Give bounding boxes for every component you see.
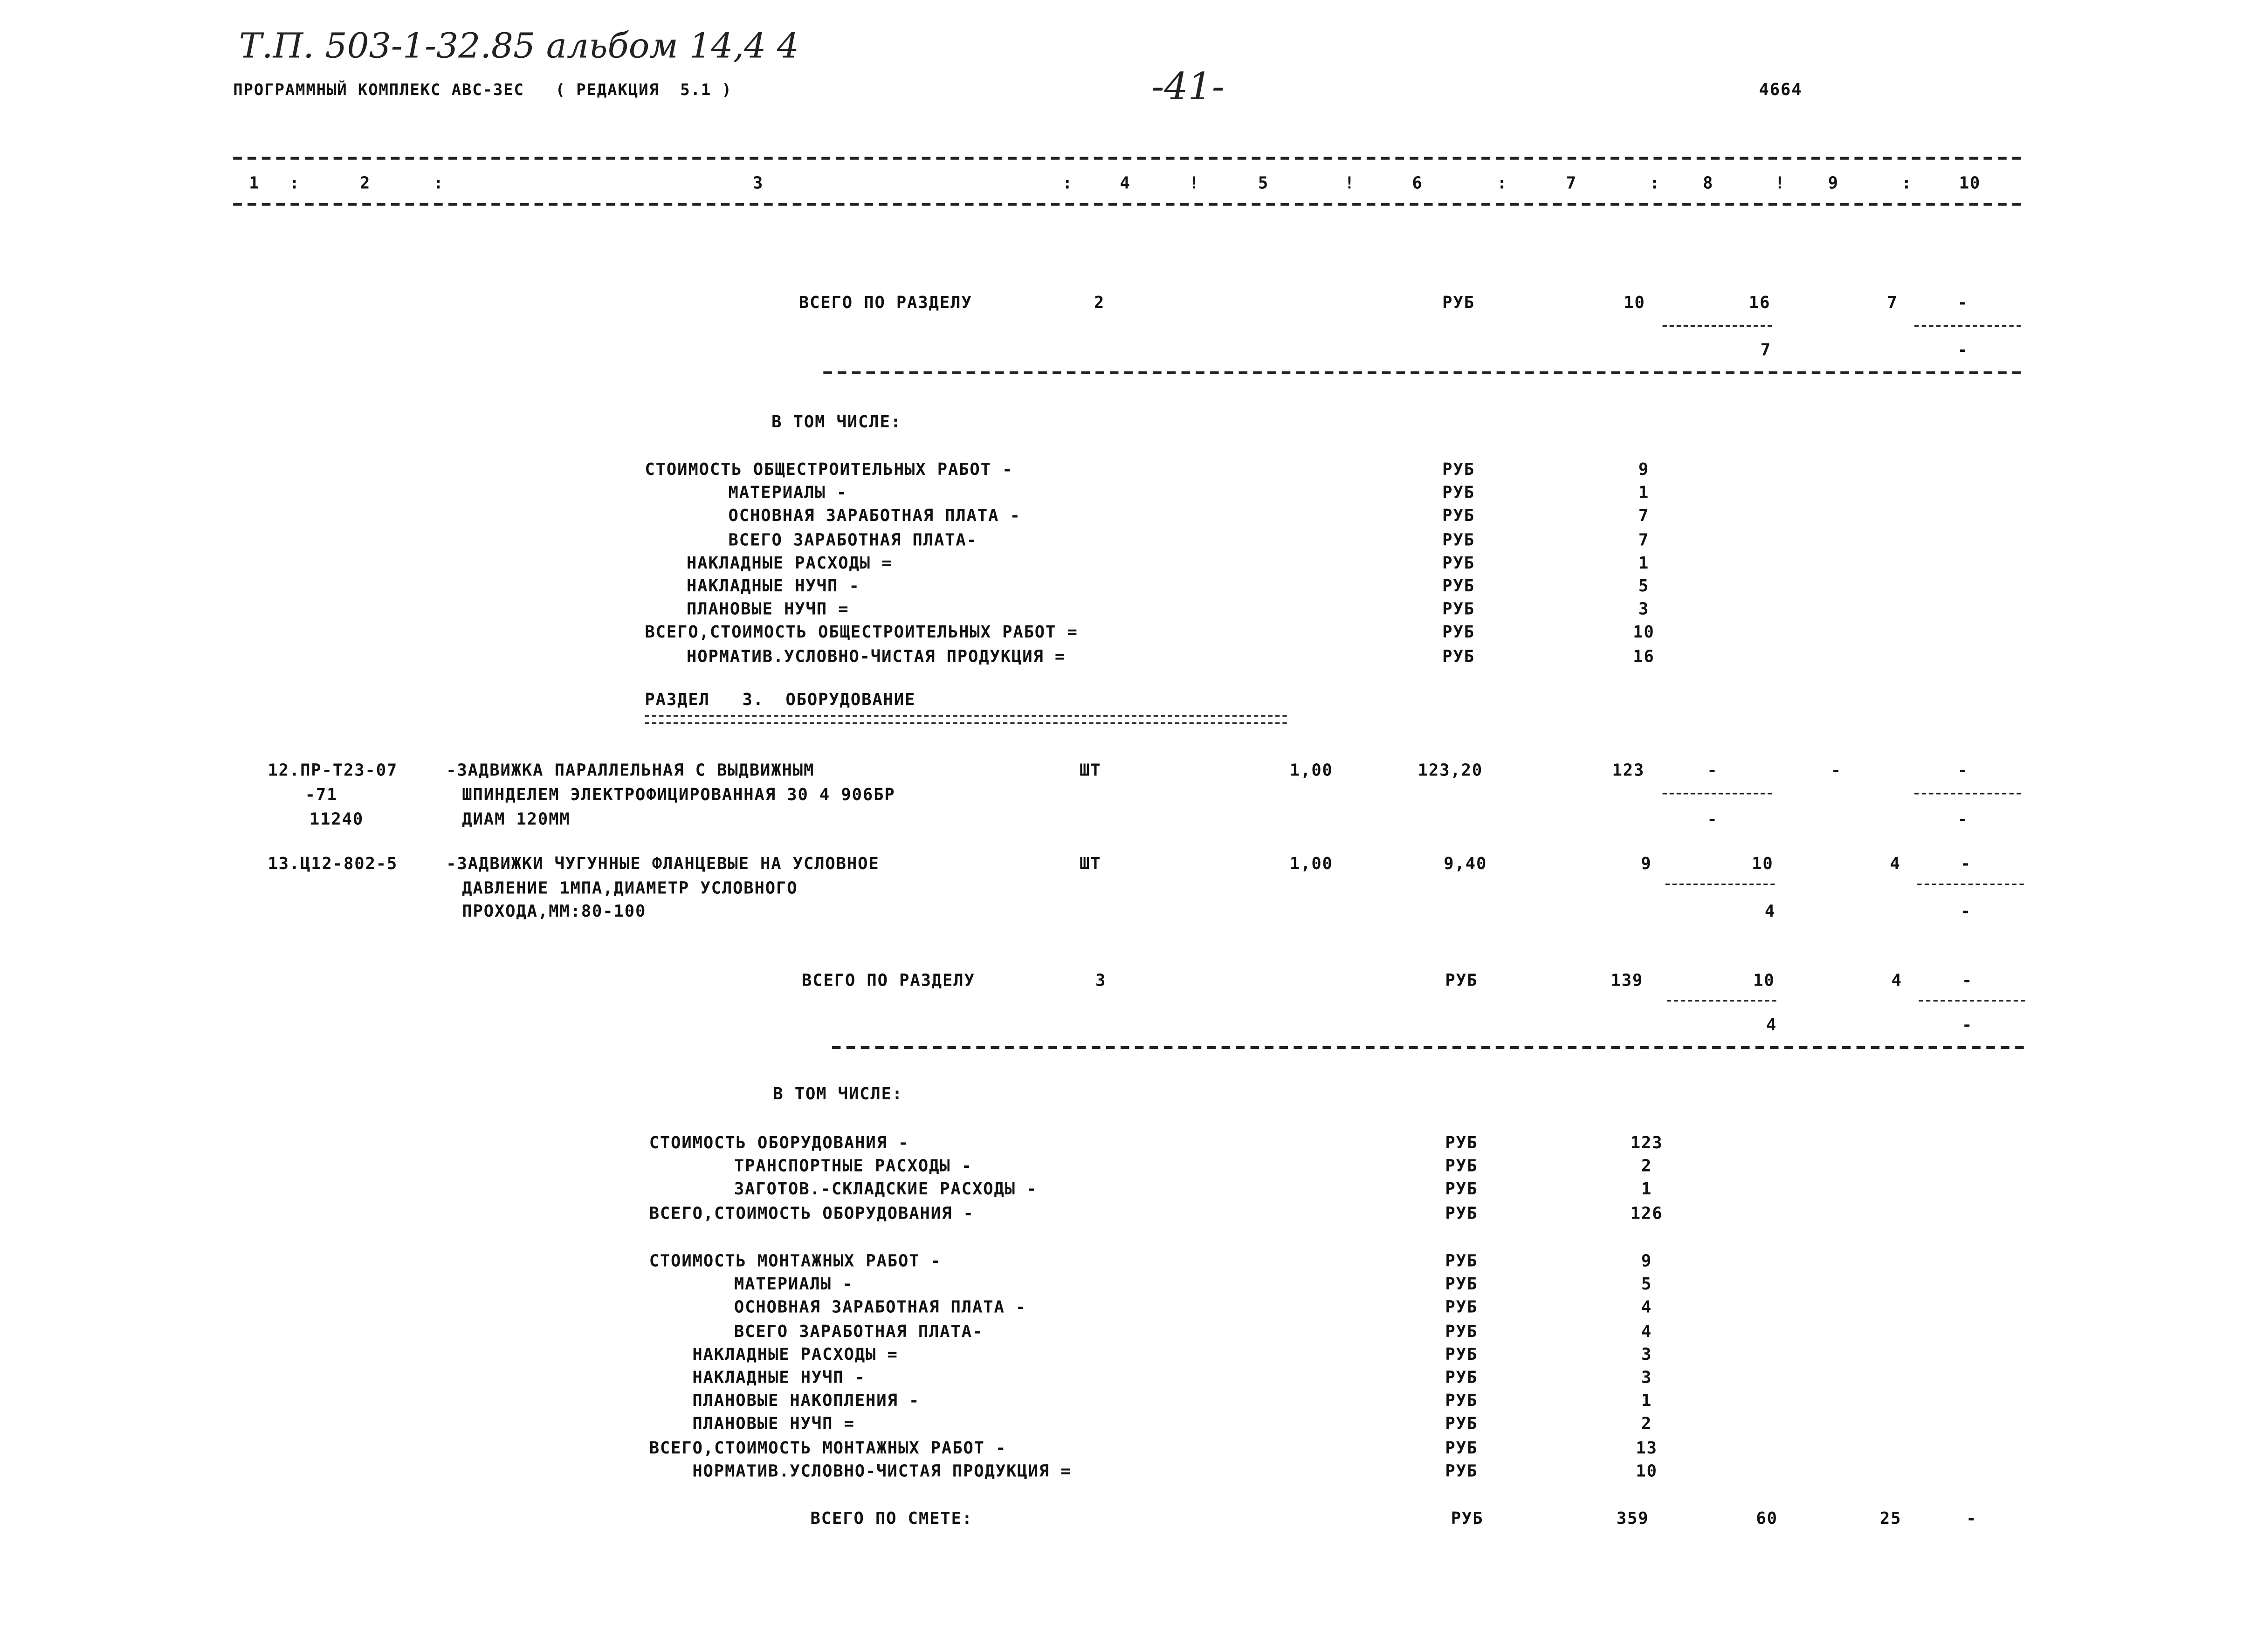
breakdown-unit: РУБ <box>1445 1320 1478 1341</box>
breakdown-value: 2 <box>1641 1156 1652 1176</box>
breakdown-label: ОСНОВНАЯ ЗАРАБОТНАЯ ПЛАТА - <box>734 1297 1027 1317</box>
breakdown-value: 16 <box>1633 645 1655 666</box>
breakdown-value: 3 <box>1638 599 1650 619</box>
col-number: 8 <box>1703 172 1714 193</box>
fraction-rule <box>1663 793 1772 794</box>
breakdown-value: 5 <box>1641 1274 1652 1294</box>
breakdown-unit: РУБ <box>1445 1156 1478 1176</box>
col-number: 6 <box>1412 172 1423 193</box>
col7-value: 123 <box>1612 760 1645 780</box>
col10-top-value: - <box>1957 760 1968 780</box>
section-number: 3 <box>1095 970 1107 990</box>
section-rule <box>832 1046 2024 1049</box>
breakdown-label: ВСЕГО,СТОИМОСТЬ МОНТАЖНЫХ РАБОТ - <box>649 1437 1007 1457</box>
breakdown-label: СТОИМОСТЬ ОБОРУДОВАНИЯ - <box>649 1132 909 1153</box>
item-unit: ШТ <box>1080 853 1101 874</box>
program-line: ПРОГРАММНЫЙ КОМПЛЕКС АВС-3ЕС ( РЕДАКЦИЯ 5.1 ) <box>233 80 732 100</box>
breakdown-unit: РУБ <box>1442 552 1475 573</box>
breakdown-label: НОРМАТИВ.УСЛОВНО-ЧИСТАЯ ПРОДУКЦИЯ = <box>686 645 1066 666</box>
fraction-rule <box>1667 1000 1776 1001</box>
col-separator: ! <box>1189 172 1200 193</box>
breakdown-value: 10 <box>1636 1460 1658 1481</box>
breakdown-label: ПЛАНОВЫЕ НУЧП = <box>686 599 849 619</box>
col-separator: ! <box>1344 172 1356 193</box>
total-label: ВСЕГО ПО РАЗДЕЛУ <box>798 292 972 313</box>
breakdown-label: ПЛАНОВЫЕ НУЧП = <box>692 1413 855 1434</box>
col-number: 9 <box>1828 172 1839 193</box>
breakdown-unit: РУБ <box>1445 1413 1478 1434</box>
unit: РУБ <box>1445 970 1478 990</box>
breakdown-unit: РУБ <box>1445 1390 1478 1411</box>
col10-top-value: - <box>1960 853 1972 874</box>
doc-code: 4664 <box>1759 79 1803 100</box>
col9-value: 25 <box>1879 1508 1902 1529</box>
breakdown-unit: РУБ <box>1442 622 1475 643</box>
breakdown-label: НАКЛАДНЫЕ НУЧП - <box>686 576 860 596</box>
col-number: 1 <box>249 172 260 193</box>
item-code: 12.ПР-Т23-07 <box>268 760 398 780</box>
breakdown-unit: РУБ <box>1445 1202 1478 1223</box>
breakdown-unit: РУБ <box>1442 576 1475 596</box>
breakdown-label: НАКЛАДНЫЕ РАСХОДЫ = <box>692 1344 898 1364</box>
col-number: 4 <box>1120 172 1131 193</box>
handwritten-album-ref: Т.П. 503-1-32.85 альбом 14,4 4 <box>239 26 799 67</box>
col9-value: 7 <box>1887 292 1898 313</box>
item-description-cont: ДАВЛЕНИЕ 1МПА,ДИАМЕТР УСЛОВНОГО <box>462 877 798 898</box>
breakdown-value: 7 <box>1638 506 1650 526</box>
breakdown-unit: РУБ <box>1442 459 1475 480</box>
col-separator: : <box>1901 172 1913 193</box>
breakdown-unit: РУБ <box>1445 1344 1478 1364</box>
breakdown-label: ВСЕГО ЗАРАБОТНАЯ ПЛАТА- <box>734 1320 984 1341</box>
section-number: 2 <box>1094 292 1105 313</box>
col10-bottom-value: - <box>1961 1015 1973 1035</box>
item-description-cont: ШПИНДЕЛЕМ ЭЛЕКТРОФИЦИРОВАННАЯ 30 4 906БР <box>462 784 895 805</box>
breakdown-label: ВСЕГО ЗАРАБОТНАЯ ПЛАТА- <box>728 529 977 549</box>
col-separator: : <box>1062 172 1073 193</box>
breakdown-label: ВСЕГО,СТОИМОСТЬ ОБОРУДОВАНИЯ - <box>649 1202 974 1223</box>
breakdown-value: 5 <box>1638 576 1650 596</box>
fraction-rule <box>1914 325 2021 327</box>
breakdown-label: ВСЕГО,СТОИМОСТЬ ОБЩЕСТРОИТЕЛЬНЫХ РАБОТ = <box>645 622 1078 643</box>
breakdown-unit: РУБ <box>1442 506 1475 526</box>
col-number: 7 <box>1566 172 1577 193</box>
col-number: 3 <box>753 172 764 193</box>
col-separator: : <box>289 172 300 193</box>
header-rule-top <box>233 157 2021 160</box>
col8-top-value: - <box>1707 760 1718 780</box>
breakdown-unit: РУБ <box>1442 482 1475 503</box>
grand-total-label: ВСЕГО ПО СМЕТЕ: <box>810 1508 973 1529</box>
breakdown-unit: РУБ <box>1442 645 1475 666</box>
col7-value: 10 <box>1624 292 1645 313</box>
breakdown-unit: РУБ <box>1445 1132 1478 1153</box>
including-label: В ТОМ ЧИСЛЕ: <box>771 411 902 432</box>
col-number: 2 <box>360 172 371 193</box>
breakdown-value: 1 <box>1641 1390 1652 1411</box>
item-code-cont: -71 <box>305 784 338 805</box>
item-price: 123,20 <box>1418 760 1483 780</box>
fraction-rule <box>1914 793 2021 794</box>
item-quantity: 1,00 <box>1289 760 1333 780</box>
breakdown-unit: РУБ <box>1445 1274 1478 1294</box>
item-code: 13.Ц12-802-5 <box>268 853 398 874</box>
fraction-rule <box>1919 1000 2025 1001</box>
col-number: 5 <box>1258 172 1269 193</box>
breakdown-unit: РУБ <box>1445 1437 1478 1457</box>
item-price-code: 11240 <box>309 809 364 829</box>
item-description-cont: ДИАМ 120ММ <box>462 809 571 829</box>
breakdown-label: ОСНОВНАЯ ЗАРАБОТНАЯ ПЛАТА - <box>728 506 1021 526</box>
breakdown-label: ПЛАНОВЫЕ НАКОПЛЕНИЯ - <box>692 1390 920 1411</box>
breakdown-value: 1 <box>1641 1179 1652 1200</box>
col-number: 10 <box>1959 172 1981 193</box>
col8-top-value: 10 <box>1753 970 1775 990</box>
item-price: 9,40 <box>1444 853 1487 874</box>
breakdown-value: 4 <box>1641 1320 1652 1341</box>
col8-bottom-value: 4 <box>1764 901 1776 921</box>
breakdown-label: НАКЛАДНЫЕ РАСХОДЫ = <box>686 552 893 573</box>
col9-value: - <box>1830 760 1842 780</box>
including-label: В ТОМ ЧИСЛЕ: <box>773 1083 903 1104</box>
col10-bottom-value: - <box>1957 339 1968 360</box>
total-label: ВСЕГО ПО РАЗДЕЛУ <box>802 970 975 990</box>
col9-value: 4 <box>1891 970 1902 990</box>
breakdown-label: ТРАНСПОРТНЫЕ РАСХОДЫ - <box>734 1156 973 1176</box>
col8-bottom-value: - <box>1707 809 1718 829</box>
section-rule <box>823 371 2021 374</box>
col8-top-value: 16 <box>1748 292 1771 313</box>
breakdown-value: 3 <box>1641 1367 1652 1387</box>
item-unit: ШТ <box>1080 760 1101 780</box>
col10-top-value: - <box>1961 970 1973 990</box>
breakdown-unit: РУБ <box>1445 1367 1478 1387</box>
breakdown-label: НАКЛАДНЫЕ НУЧП - <box>692 1367 866 1387</box>
col-separator: : <box>433 172 444 193</box>
col8-top-value: 10 <box>1752 853 1774 874</box>
breakdown-value: 3 <box>1641 1344 1652 1364</box>
unit: РУБ <box>1442 292 1475 313</box>
item-description: -ЗАДВИЖКИ ЧУГУННЫЕ ФЛАНЦЕВЫЕ НА УСЛОВНОЕ <box>446 853 880 874</box>
breakdown-label: МАТЕРИАЛЫ - <box>734 1274 853 1294</box>
fraction-rule <box>1917 884 2024 885</box>
breakdown-value: 9 <box>1638 459 1650 480</box>
breakdown-unit: РУБ <box>1445 1460 1478 1481</box>
section3-heading: РАЗДЕЛ 3. ОБОРУДОВАНИЕ <box>645 689 916 710</box>
fraction-rule <box>1663 325 1772 327</box>
col10-top-value: - <box>1957 292 1968 313</box>
col10-bottom-value: - <box>1957 809 1968 829</box>
col7-value: 359 <box>1616 1508 1649 1529</box>
fraction-rule <box>1665 884 1775 885</box>
unit: РУБ <box>1451 1508 1484 1529</box>
col9-value: 4 <box>1890 853 1901 874</box>
breakdown-label: ЗАГОТОВ.-СКЛАДСКИЕ РАСХОДЫ - <box>734 1179 1038 1200</box>
col-separator: : <box>1649 172 1661 193</box>
breakdown-unit: РУБ <box>1445 1297 1478 1317</box>
header-rule-bottom <box>233 203 2021 206</box>
breakdown-label: МАТЕРИАЛЫ - <box>728 482 848 503</box>
heading-double-rule <box>645 715 1287 724</box>
breakdown-unit: РУБ <box>1442 529 1475 549</box>
breakdown-label: НОРМАТИВ.УСЛОВНО-ЧИСТАЯ ПРОДУКЦИЯ = <box>692 1460 1072 1481</box>
breakdown-value: 9 <box>1641 1250 1652 1271</box>
breakdown-unit: РУБ <box>1442 599 1475 619</box>
page-number: -41- <box>1151 66 1225 110</box>
col8-value: 60 <box>1756 1508 1778 1529</box>
col-separator: ! <box>1775 172 1786 193</box>
breakdown-value: 7 <box>1638 529 1650 549</box>
breakdown-value: 13 <box>1636 1437 1658 1457</box>
breakdown-value: 123 <box>1630 1132 1663 1153</box>
breakdown-value: 4 <box>1641 1297 1652 1317</box>
col10-bottom-value: - <box>1960 901 1972 921</box>
col7-value: 139 <box>1610 970 1644 990</box>
breakdown-value: 2 <box>1641 1413 1652 1434</box>
item-description-cont: ПРОХОДА,ММ:80-100 <box>462 901 647 921</box>
item-description: -ЗАДВИЖКА ПАРАЛЛЕЛЬНАЯ С ВЫДВИЖНЫМ <box>446 760 815 780</box>
col8-bottom-value: 7 <box>1760 339 1771 360</box>
breakdown-value: 1 <box>1638 552 1650 573</box>
col7-value: 9 <box>1641 853 1652 874</box>
col10-value: - <box>1966 1508 1977 1529</box>
col-separator: : <box>1497 172 1508 193</box>
breakdown-unit: РУБ <box>1445 1179 1478 1200</box>
breakdown-value: 10 <box>1633 622 1655 643</box>
item-quantity: 1,00 <box>1289 853 1333 874</box>
breakdown-unit: РУБ <box>1445 1250 1478 1271</box>
col8-bottom-value: 4 <box>1766 1015 1777 1035</box>
breakdown-value: 126 <box>1630 1202 1663 1223</box>
breakdown-label: СТОИМОСТЬ ОБЩЕСТРОИТЕЛЬНЫХ РАБОТ - <box>645 459 1013 480</box>
breakdown-value: 1 <box>1638 482 1650 503</box>
breakdown-label: СТОИМОСТЬ МОНТАЖНЫХ РАБОТ - <box>649 1250 942 1271</box>
